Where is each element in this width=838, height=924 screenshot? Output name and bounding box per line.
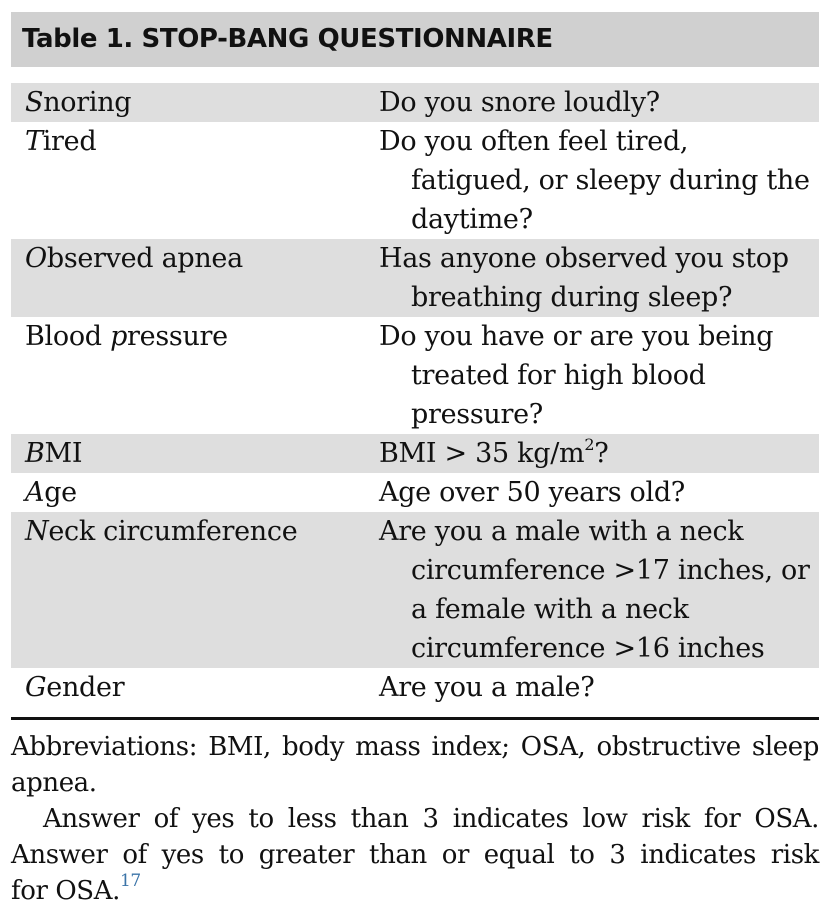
question-line [379,473,809,512]
question-line [379,122,809,161]
abbreviations-line-1: Abbreviations: BMI, body mass index; OSA, obstructive sleep [11,732,819,762]
question-line [379,200,809,239]
term-prefix: Blood [25,321,111,352]
row-term [25,668,124,707]
row-question [379,83,809,122]
row-question [379,434,809,473]
row-question [379,122,809,239]
question-text: Are you a male? [379,672,595,703]
term-initial: p [110,321,128,352]
question-line [379,278,809,317]
question-line [379,551,809,590]
term-rest: MI [44,438,83,469]
question-line [379,434,809,473]
row-term [25,473,77,512]
table-title: Table 1. STOP-BANG QUESTIONNAIRE [22,24,553,54]
table-footnotes [11,729,819,909]
question-line [379,512,809,551]
row-question [379,668,809,707]
row-question [379,317,809,434]
note-line-3 [11,873,819,909]
term-rest: noring [43,87,132,118]
term-initial: N [25,516,49,547]
term-rest: bserved apnea [46,243,243,274]
term-initial: B [25,438,45,469]
question-line [379,629,809,668]
term-initial: A [25,477,45,508]
question-text: breathing during sleep? [411,282,733,313]
row-question [379,512,809,668]
table-row [11,122,819,239]
table-row [11,83,819,122]
question-text: circumference >16 inches [411,633,765,664]
row-term [25,83,131,122]
term-initial: G [25,672,47,703]
term-initial: T [25,126,43,157]
row-term [25,434,82,473]
question-suffix: ? [594,438,609,469]
question-text: a female with a neck [411,594,689,625]
question-text: fatigued, or sleepy during the [411,165,810,196]
stop-bang-table [11,83,819,707]
question-line [379,83,809,122]
question-text: daytime? [411,204,533,235]
row-question [379,473,809,512]
table-row [11,239,819,317]
abbreviations-line-2: apnea. [11,768,97,798]
note-line-1: Answer of yes to less than 3 indicates low risk for OSA. [43,804,819,834]
question-text: Do you snore loudly? [379,87,660,118]
row-question [379,239,809,317]
question-line [379,590,809,629]
table-row [11,512,819,668]
table-row [11,473,819,512]
term-rest: ressure [127,321,228,352]
question-line [379,668,809,707]
question-text: Do you often feel tired, [379,126,689,157]
term-rest: eck circumference [48,516,298,547]
table-row [11,434,819,473]
term-initial: O [25,243,47,274]
term-rest: ge [44,477,77,508]
term-rest: ired [42,126,97,157]
term-initial: S [25,87,44,118]
question-text: treated for high blood [411,360,706,391]
term-rest: ender [46,672,125,703]
note-line-2: Answer of yes to greater than or equal to 3 indicates risk [11,840,819,870]
table-row [11,317,819,434]
row-term [25,122,96,161]
question-text: Are you a male with a neck [379,516,744,547]
table-row [11,668,819,707]
question-line [379,239,809,278]
question-text: BMI > 35 kg/m [379,438,585,469]
question-line [379,356,809,395]
row-term [25,512,297,551]
question-text: circumference >17 inches, or [411,555,810,586]
superscript: 2 [584,435,595,454]
note-line-3-text: for OSA. [11,876,120,906]
question-text: Age over 50 years old? [379,477,685,508]
row-term [25,317,228,356]
row-term [25,239,243,278]
question-line [379,395,809,434]
reference-superscript: 17 [119,871,141,891]
question-line [379,317,809,356]
question-text: pressure? [411,399,543,430]
question-text: Do you have or are you being [379,321,774,352]
question-line [379,161,809,200]
question-text: Has anyone observed you stop [379,243,789,274]
table-bottom-rule [11,717,819,720]
